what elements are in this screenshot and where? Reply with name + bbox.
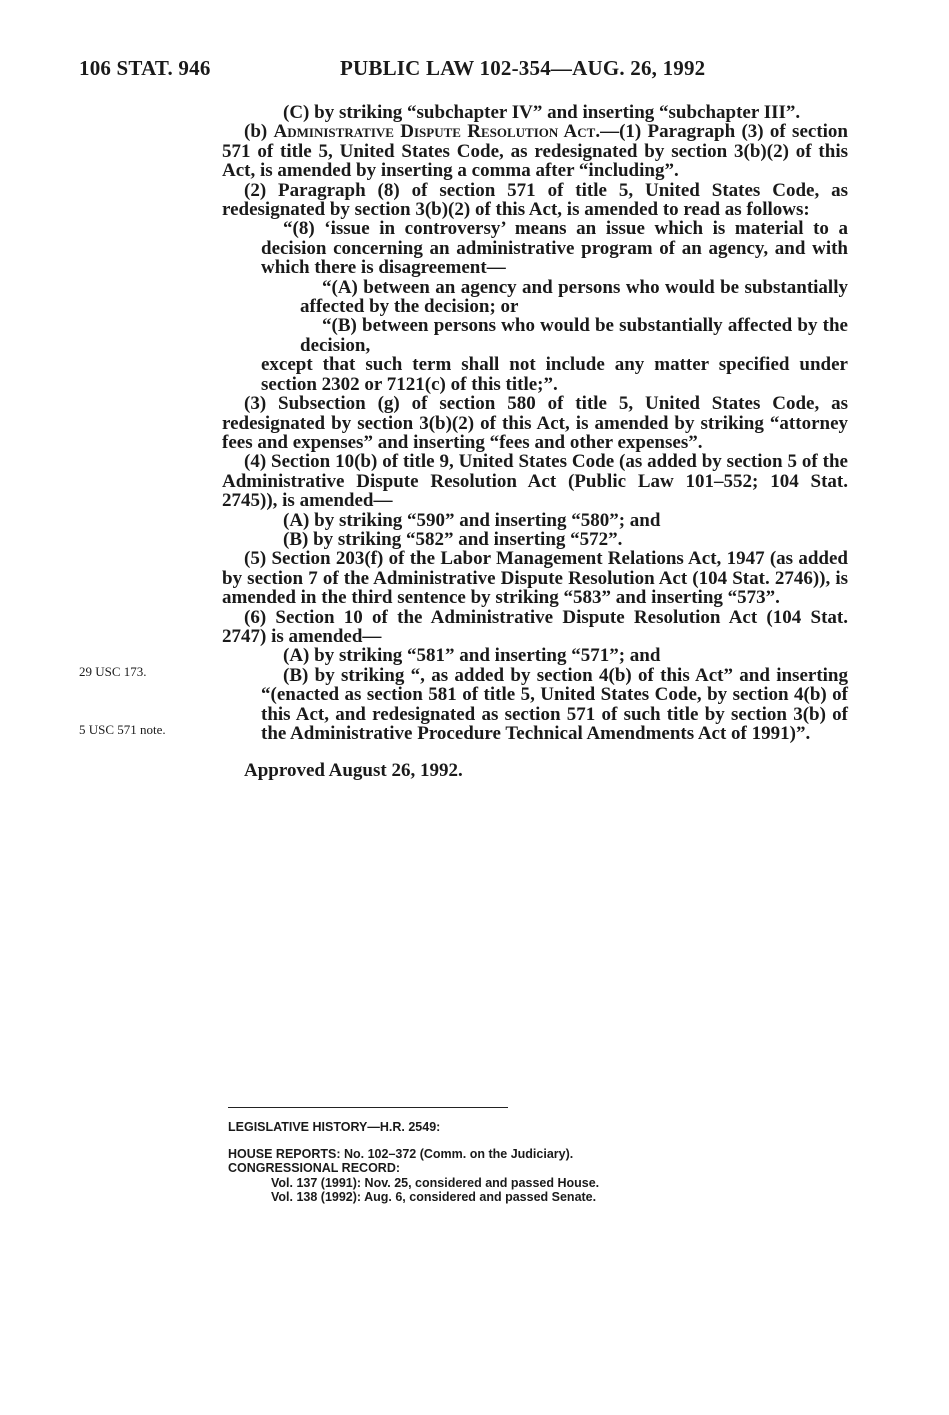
history-divider xyxy=(228,1107,508,1108)
paragraph-4: (4) Section 10(b) of title 9, United States Code (as added by section 5 of the Administrative Dispute Resolution Act (Public Law 101–552; 104 Stat. 2745)), is amended— xyxy=(222,451,848,512)
margin-note-5-usc: 5 USC 571 note. xyxy=(79,722,166,737)
subsection-b-text: .—(1) Paragraph (3) of section 571 of title 5, United States Code, as redesignated by section 3(b)(2) of this Act, is amended by inserting a comma after “including”. xyxy=(222,121,848,182)
margin-note-29-usc: 29 USC 173. xyxy=(79,664,147,679)
running-header: PUBLIC LAW 102-354—AUG. 26, 1992 xyxy=(340,56,706,80)
quoted-except-clause: except that such term shall not include any matter specified under section 2302 or 7121(c) of this title;”. xyxy=(261,354,848,395)
house-reports: HOUSE REPORTS: No. 102–372 (Comm. on the Judiciary). xyxy=(228,1146,574,1161)
subsection-b-label: (b) xyxy=(244,121,274,143)
paragraph-4a: (A) by striking “590” and inserting “580”; and xyxy=(283,509,661,531)
paragraph-4b: (B) by striking “582” and inserting “572”. xyxy=(283,528,623,550)
subsection-b-heading: Administrative Dispute Resolution Act xyxy=(273,121,596,143)
paragraph-6: (6) Section 10 of the Administrative Dispute Resolution Act (104 Stat. 2747) is amended— xyxy=(222,606,848,647)
legislative-history-title: LEGISLATIVE HISTORY—H.R. 2549: xyxy=(228,1120,441,1134)
paragraph-6a: (A) by striking “581” and inserting “571”; and xyxy=(283,645,661,667)
document-body xyxy=(222,103,848,781)
record-vol-138: Vol. 138 (1992): Aug. 6, considered and passed Senate. xyxy=(271,1190,597,1205)
paragraph-2: (2) Paragraph (8) of section 571 of title 5, United States Code, as redesignated by section 3(b)(2) of this Act, is amended to read as follows: xyxy=(222,179,848,221)
paragraph-6b: (B) by striking “, as added by section 4(b) of this Act” and inserting “(enacted as section 581 of title 5, United States Code, by section 4(b) of this Act, and redesignated as section 571 of such title by section 3(b) of the Administrative Procedure Technical Amendments Act of 1991)”. xyxy=(261,664,848,744)
congressional-record-label: CONGRESSIONAL RECORD: xyxy=(228,1161,401,1176)
paragraph-c: (C) by striking “subchapter IV” and inserting “subchapter III”. xyxy=(283,102,801,123)
page-stat-number: 106 STAT. 946 xyxy=(79,56,211,80)
legislative-history xyxy=(228,1120,748,1205)
quoted-clause-b: “(B) between persons who would be substantially affected by the decision, xyxy=(300,315,848,356)
paragraph-3: (3) Subsection (g) of section 580 of title 5, United States Code, as redesignated by section 3(b)(2) of this Act, is amended by striking “attorney fees and expenses” and inserting “fees and other expenses”. xyxy=(222,393,848,453)
quoted-clause-a: “(A) between an agency and persons who would be substantially affected by the decision; or xyxy=(300,276,848,318)
subsection-b xyxy=(222,122,848,180)
record-vol-137: Vol. 137 (1991): Nov. 25, considered and passed House. xyxy=(271,1175,600,1190)
approval-date: Approved August 26, 1992. xyxy=(244,760,463,782)
paragraph-5: (5) Section 203(f) of the Labor Management Relations Act, 1947 (as added by section 7 of the Administrative Dispute Resolution Act (104 Stat. 2746)), is amended in the third sentence by striking “583” and inserting “573”. xyxy=(222,548,848,609)
quoted-definition-8: “(8) ‘issue in controversy’ means an issue which is material to a decision concerning an administrative program of an agency, and with which there is disagreement— xyxy=(261,218,848,279)
